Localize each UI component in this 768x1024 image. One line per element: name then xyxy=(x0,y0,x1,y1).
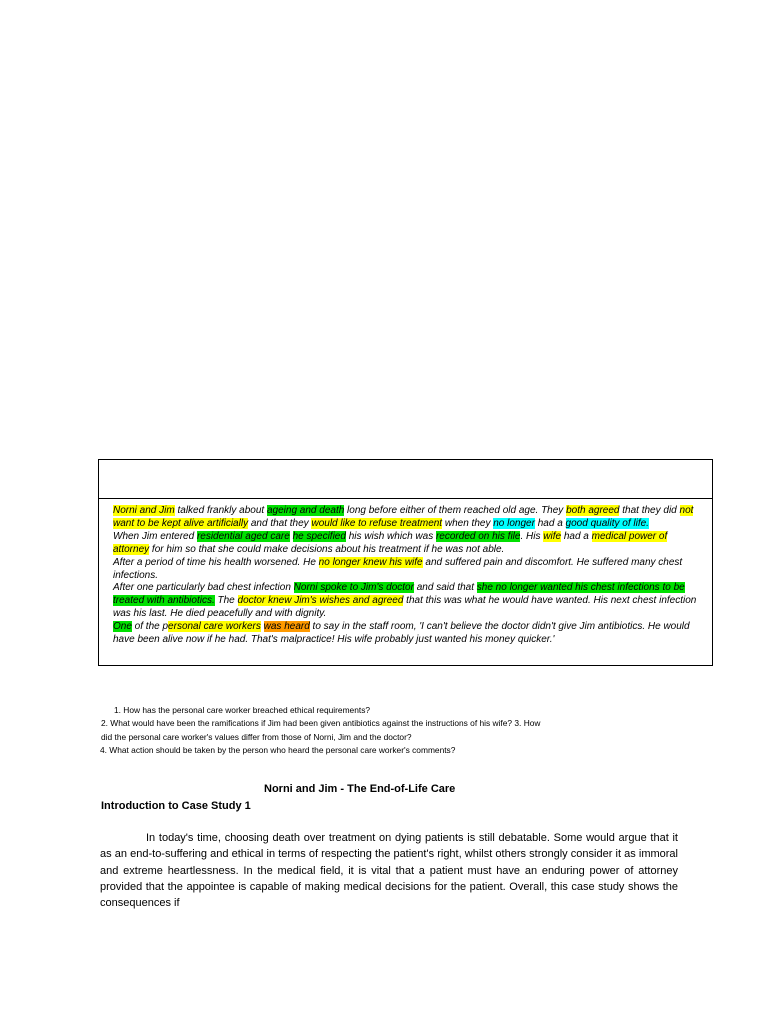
text-run: The xyxy=(214,595,238,607)
text-run: and that they xyxy=(248,517,312,529)
essay-subtitle: Introduction to Case Study 1 xyxy=(101,800,251,812)
highlight-cyan: no longer xyxy=(493,517,535,529)
highlight-yellow: wife xyxy=(543,530,562,542)
text-run: of the p xyxy=(131,621,169,633)
case-paragraph-2 xyxy=(113,531,701,557)
text-run: that this was what he would have wanted. His next chest infection was his last. He died peacefully and with dignity. xyxy=(113,595,697,620)
case-paragraph-3 xyxy=(113,557,701,583)
highlight-yellow: both agreed xyxy=(566,505,620,516)
highlight-yellow: medical power of attorney xyxy=(113,530,668,555)
case-study-box xyxy=(98,459,713,666)
text-run: his wish which was xyxy=(345,530,436,542)
question-4: 4. What action should be taken by the person who heard the personal care worker's comments? xyxy=(100,744,456,755)
text-run: had a xyxy=(561,530,592,542)
text-run: long before either of them reached old age. They xyxy=(344,505,567,516)
case-study-header-cell xyxy=(99,460,712,499)
highlight-green: Norni spoke to Jim's doctor xyxy=(293,582,414,594)
text-run: and suffered pain and discomfort. He suffered many chest infections. xyxy=(113,556,683,581)
text-run: had a xyxy=(534,517,566,529)
highlight-yellow: Norni and Jim xyxy=(113,505,175,516)
text-run: to say in the staff room, 'I can't believe the doctor didn't give Jim antibiotics. He would have been alive now if he had. That's malpractice! His wife probably just wanted his money quicker.' xyxy=(113,621,690,646)
highlight-yellow: not want to be kept alive artificially xyxy=(113,505,694,529)
highlight-green: ageing and death xyxy=(266,505,345,516)
question-2-3: 2. What would have been the ramifications if Jim had been given antibiotics against the instructions of his wife? 3. How did the personal care worker's values differ from those of Norni, Jim and the doctor? xyxy=(101,718,541,742)
text-run: After a period of time his health worsened. He xyxy=(113,556,319,568)
highlight-green: One xyxy=(113,621,132,633)
discussion-questions xyxy=(100,704,545,757)
text-run: . His xyxy=(520,530,544,542)
highlight-cyan: good quality of life. xyxy=(565,517,649,529)
essay-paragraph: In today's time, choosing death over treatment on dying patients is still debatable. Some would argue that it as an end-to-suffering and ethical in terms of respecting the patient's right, whilst others strongly consider it as immoral and extreme heartlessness. In the medical field, it is vital that a patient must have an enduring power of attorney provided that the appointee is capable of making medical decisions for the patient. Overall, this case study shows the consequences if xyxy=(100,832,678,910)
highlight-yellow: doctor knew Jim's wishes and agreed xyxy=(237,595,404,607)
case-study-text xyxy=(113,505,701,647)
highlight-yellow: would like to refuse treatment xyxy=(311,517,443,529)
highlight-green: she no longer wanted his chest infections to be treated with antibiotics. xyxy=(113,582,685,607)
highlight-green: residential aged care xyxy=(196,530,290,542)
text-run: After one particularly bad chest infection xyxy=(113,582,294,594)
text-run: for him so that she could make decisions about his treatment if he was not able. xyxy=(149,543,505,555)
highlight-orange: was heard xyxy=(263,621,310,633)
case-paragraph-1 xyxy=(113,505,701,531)
essay-body xyxy=(100,830,678,911)
text-run: talked frankly about xyxy=(174,505,267,516)
case-paragraph-5 xyxy=(113,621,701,647)
highlight-yellow: no longer knew his wife xyxy=(318,556,423,568)
text-run: and said that xyxy=(413,582,477,594)
essay-title: Norni and Jim - The End-of-Life Care xyxy=(264,783,456,795)
question-1: 1. How has the personal care worker breached ethical requirements? xyxy=(114,705,371,715)
highlight-green: recorded on his file xyxy=(435,530,521,542)
highlight-yellow: ersonal care workers xyxy=(168,621,261,633)
case-paragraph-4 xyxy=(113,582,701,621)
text-run: that they did xyxy=(619,505,680,516)
highlight-green: he specified xyxy=(292,530,346,542)
text-run: when they xyxy=(442,517,494,529)
text-run: When Jim entered xyxy=(113,530,197,542)
